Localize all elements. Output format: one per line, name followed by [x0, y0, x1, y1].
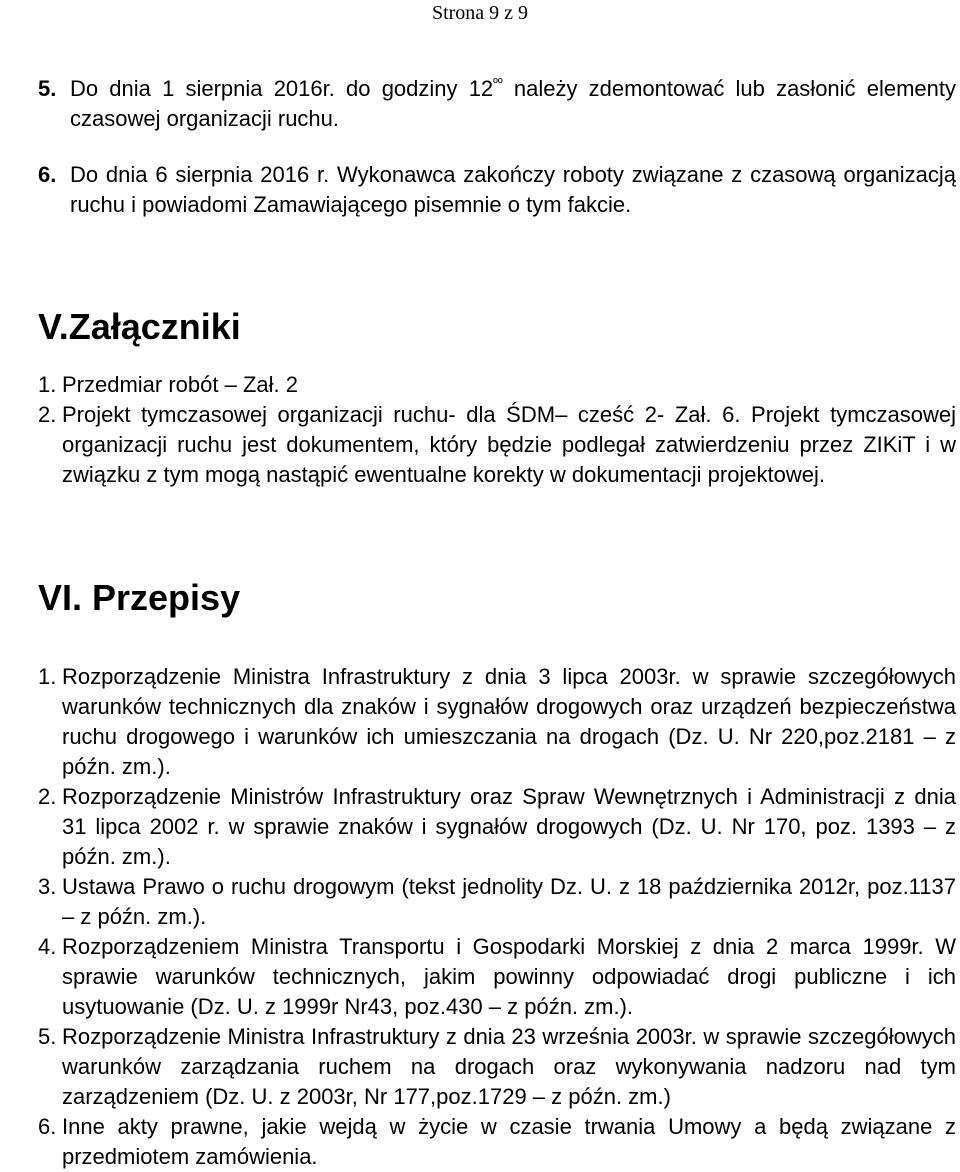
item-number: 1. — [38, 664, 57, 689]
item-number: 6. — [38, 1114, 57, 1139]
item-text: Ustawa Prawo o ruchu drogowym (tekst jednolity Dz. U. z 18 października 2012r, poz.1137 – z późn. zm.). — [62, 874, 956, 929]
item-text: Rozporządzenie Ministrów Infrastruktury oraz Spraw Wewnętrznych i Administracji z dnia 31 lipca 2002 r. w sprawie znaków i sygnałów drogowych (Dz. U. Nr 170, poz. 1393 – z późn. zm.). — [62, 784, 956, 869]
item-text: Rozporządzenie Ministra Infrastruktury z dnia 3 lipca 2003r. w sprawie szczegółowych warunków technicznych dla znaków i sygnałów drogowych oraz urządzeń bezpieczeństwa ruchu drogowego i warunków ich umieszczania na drogach (Dz. U. Nr 220,poz.2181 – z późn. zm.). — [62, 664, 956, 779]
item-number: 4. — [38, 934, 57, 959]
regulations-list — [38, 662, 956, 1172]
item-text: Rozporządzeniem Ministra Transportu i Gospodarki Morskiej z dnia 2 marca 1999r. W sprawie warunków technicznych, jakim powinny odpowiadać drogi publiczne i ich usytuowanie (Dz. U. z 1999r Nr43, poz.430 – z późn. zm.). — [62, 934, 956, 1019]
point-5 — [38, 74, 956, 134]
list-item — [38, 400, 956, 490]
point-text-a: Do dnia 1 sierpnia 2016r. do godziny 12 — [70, 76, 494, 101]
item-number: 1. — [38, 372, 57, 397]
list-item — [38, 662, 956, 782]
attachments-list — [38, 370, 956, 490]
list-item — [38, 782, 956, 872]
page-number-header: Strona 9 z 9 — [431, 2, 529, 24]
item-text: Inne akty prawne, jakie wejdą w życie w czasie trwania Umowy a będą związane z przedmiotem zamówienia. — [62, 1114, 956, 1169]
point-6 — [38, 160, 956, 220]
item-number: 5. — [38, 1024, 57, 1049]
section-title-regulations: VI. Przepisy — [38, 577, 241, 618]
superscript: ºº — [493, 75, 503, 90]
list-item — [38, 370, 956, 400]
item-text: Rozporządzenie Ministra Infrastruktury z dnia 23 września 2003r. w sprawie szczegółowych warunków zarządzania ruchem na drogach oraz wykonywania nadzoru nad tym zarządzeniem (Dz. U. z 2003r, Nr 177,poz.1729 – z późn. zm.) — [62, 1024, 956, 1109]
list-item — [38, 1022, 956, 1112]
list-item — [38, 1112, 956, 1172]
item-text: Przedmiar robót – Zał. 2 — [62, 372, 298, 397]
point-text-b: należy zdemontować lub zasłonić elementy czasowej organizacji ruchu. — [70, 76, 956, 131]
item-text: Projekt tymczasowej organizacji ruchu- dla ŚDM– cześć 2- Zał. 6. Projekt tymczasowej organizacji ruchu jest dokumentem, który będzie podlegał zatwierdzeniu przez ZIKiT i w związku z tym mogą nastąpić ewentualne korekty w dokumentacji projektowej. — [62, 402, 956, 487]
section-title-attachments: V.Załączniki — [38, 306, 241, 347]
point-number: 5. — [38, 76, 57, 101]
list-item — [38, 872, 956, 932]
item-number: 2. — [38, 402, 57, 427]
point-number: 6. — [38, 162, 57, 187]
item-number: 2. — [38, 784, 57, 809]
item-number: 3. — [38, 874, 57, 899]
point-text: Do dnia 6 sierpnia 2016 r. Wykonawca zakończy roboty związane z czasową organizacją ruchu i powiadomi Zamawiającego pisemnie o tym fakcie. — [70, 162, 956, 217]
point-text — [70, 74, 956, 134]
list-item — [38, 932, 956, 1022]
